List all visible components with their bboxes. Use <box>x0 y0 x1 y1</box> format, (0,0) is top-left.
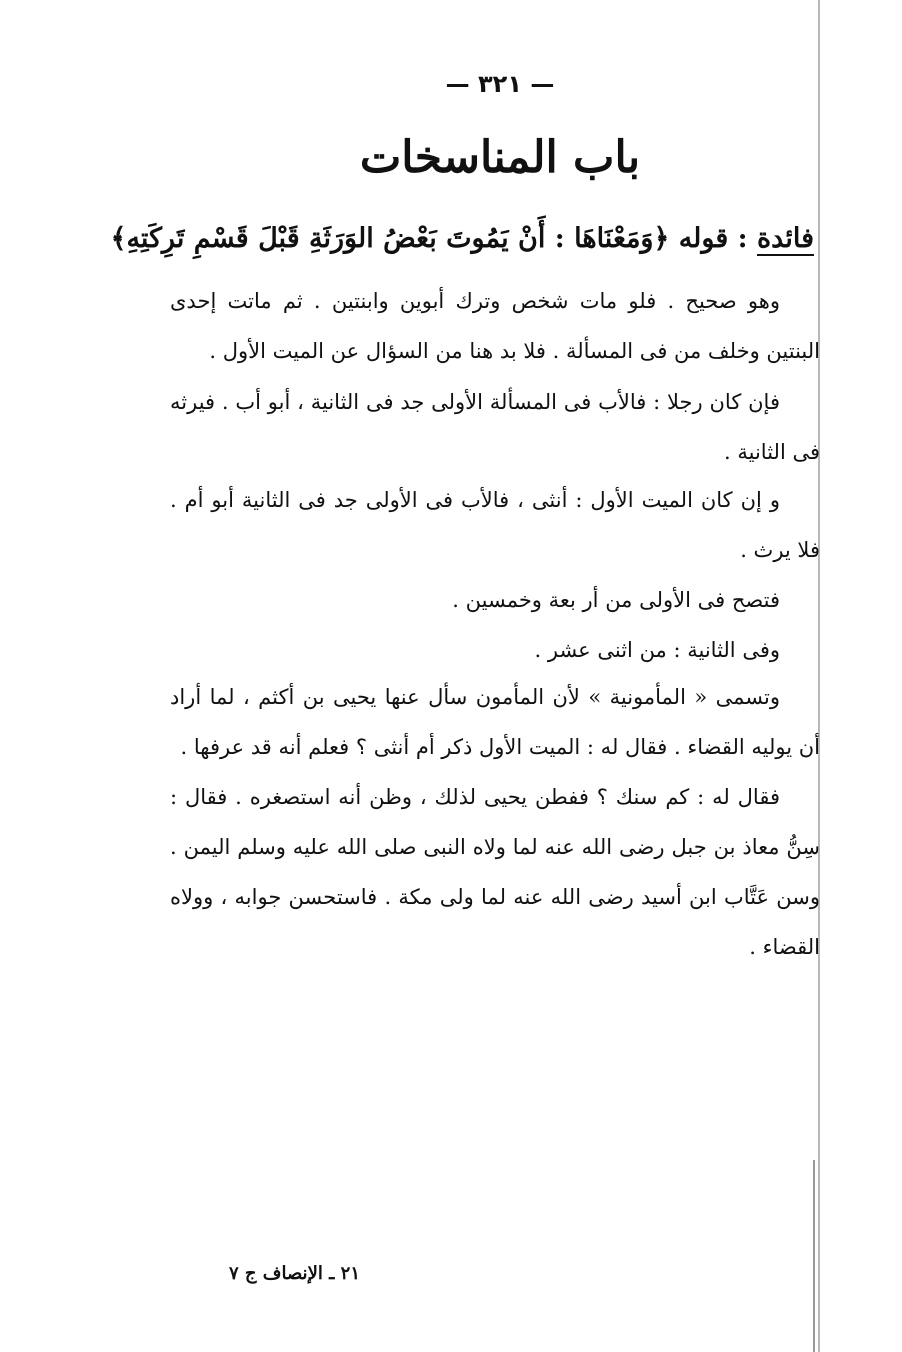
paragraph-4: فتصح فى الأولى من أر بعة وخمسين . <box>452 588 780 612</box>
chapter-title: باب المناسخات <box>359 132 641 183</box>
page-number: — ٣٢١ — <box>445 70 555 98</box>
fawaid-line <box>110 212 814 266</box>
paragraph-7: فقال له : كم سنك ؟ ففطن يحيى لذلك ، وظن أنه استصغره . فقال : سِنُّ معاذ بن جبل رضى الله عنه لما ولاه النبى صلى الله عليه وسلم اليمن . وسن عَتَّاب ابن أسيد رضى الله عنه لما ولى مكة . فاستحسن جوابه ، وولاه القضاء . <box>170 785 820 959</box>
paragraph-1: وهو صحيح . فلو مات شخص وترك أبوين وابنتين . ثم ماتت إحدى البنتين وخلف من فى المسألة . فلا بد هنا من السؤال عن الميت الأول . <box>170 289 820 363</box>
paragraph-2: فإن كان رجلا : فالأب فى المسألة الأولى جد فى الثانية ، أبو أب . فيرثه فى الثانية . <box>170 390 820 464</box>
footer-signature: ٢١ ـ الإنصاف ج ٧ <box>228 1263 360 1284</box>
binding-edge-lower <box>813 1160 815 1352</box>
paragraph-3: و إن كان الميت الأول : أنثى ، فالأب فى الأولى جد فى الثانية أبو أم . فلا يرث . <box>170 488 820 562</box>
paragraph-6: وتسمى « المأمونية » لأن المأمون سأل عنها يحيى بن أكثم ، لما أراد أن يوليه القضاء . فقال له : الميت الأول ذكر أم أنثى ؟ فعلم أنه قد عرفها . <box>170 685 820 759</box>
fawaid-label: فائدة <box>757 223 814 254</box>
fawaid-text: : قوله ﴿وَمَعْنَاهَا : أَنْ يَمُوتَ بَعْضُ الوَرَثَةِ قَبْلَ قَسْمِ تَرِكَتِهِ﴾ <box>110 223 748 254</box>
paragraph-5: وفى الثانية : من اثنى عشر . <box>534 638 780 662</box>
